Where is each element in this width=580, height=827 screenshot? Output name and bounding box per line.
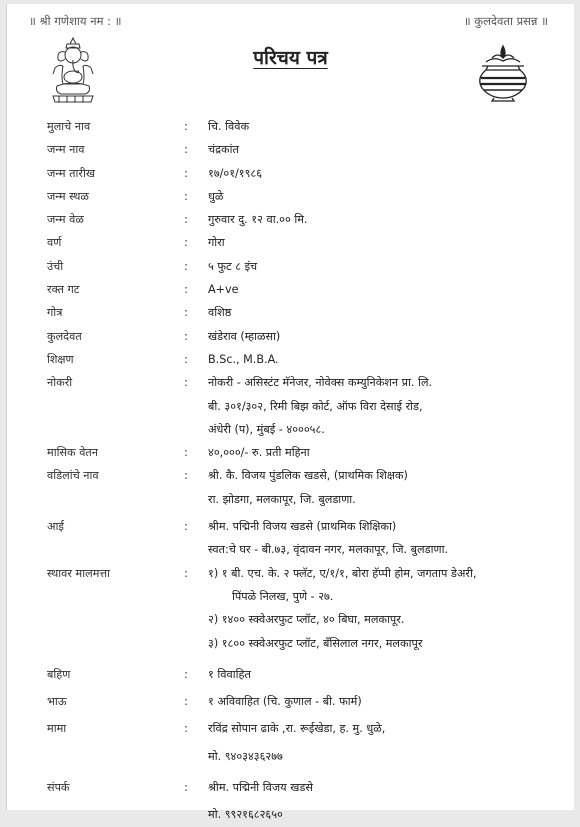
row-name	[7, 115, 574, 138]
row-contact	[7, 776, 574, 827]
separator: :	[184, 236, 188, 250]
complexion-label: वर्ण	[47, 236, 62, 250]
birth-time-label: जन्म वेळ	[47, 213, 84, 227]
brother-label: भाऊ	[47, 695, 67, 709]
separator: :	[184, 722, 188, 736]
row-kuldaivat	[7, 325, 574, 348]
row-mama	[7, 717, 574, 768]
row-father	[7, 464, 574, 511]
kuldaivat-value: खंडेराव (म्हाळसा)	[208, 329, 281, 343]
biodata-page	[6, 4, 574, 822]
height-value: ५ फुट ८ इंच	[208, 259, 258, 273]
salary-label: मासिक वेतन	[47, 446, 99, 460]
gotra-label: गोत्र	[47, 306, 63, 320]
row-birth-name	[7, 138, 574, 161]
separator: :	[184, 306, 188, 320]
separator: :	[184, 352, 188, 366]
job-line: नोकरी - असिस्टंट मॅनेजर, नोवेक्स कम्युनिकेशन प्रा. लि.	[208, 376, 433, 390]
birth-time-value: गुरुवार दु. १२ वा.०० मि.	[208, 213, 308, 227]
mama-label: मामा	[47, 722, 67, 736]
birth-place-value: धुळे	[208, 189, 224, 203]
father-line: श्री. कै. विजय पुंडलिक खडसे, (प्राथमिक शिक्षक)	[208, 469, 408, 483]
row-property	[7, 562, 574, 655]
mother-label: आई	[47, 520, 64, 534]
row-birth-place	[7, 185, 574, 208]
separator: :	[184, 566, 188, 580]
separator: :	[184, 166, 188, 180]
row-birth-date	[7, 162, 574, 185]
row-sister	[7, 663, 574, 686]
job-line: बी. ३०१/३०२, रिमी बिझ कोर्ट, ऑफ विरा देसाई रोड,	[208, 399, 423, 413]
property-line: ३) १८०० स्क्वेअरफुट प्लॉट, बॅंसिलाल नगर, मलकापूर	[208, 636, 423, 650]
brother-value: १ अविवाहित (चि. कुणाल - बी. फार्म)	[208, 695, 362, 709]
contact-line: मो. ९९२१६८२६५०	[208, 808, 283, 822]
mother-line: स्वत:चे घर - बी.७३, वृंदावन नगर, मलकापूर, जि. बुलडाणा.	[208, 543, 449, 557]
property-line: पिंपळे निलख, पुणे - २७.	[232, 589, 334, 603]
biodata-table	[7, 115, 574, 827]
mother-line: श्रीम. पद्मिनी विजय खडसे (प्राथमिक शिक्षिका)	[208, 520, 397, 534]
separator: :	[184, 446, 188, 460]
birth-date-value: १७/०१/१९८६	[208, 166, 263, 180]
separator: :	[184, 781, 188, 795]
sister-value: १ विवाहित	[208, 667, 251, 681]
row-job	[7, 371, 574, 441]
education-label: शिक्षण	[47, 352, 74, 366]
birth-place-label: जन्म स्थळ	[47, 189, 89, 203]
kuldaivat-label: कुलदेवत	[47, 329, 82, 343]
row-education	[7, 348, 574, 371]
birth-date-label: जन्म तारीख	[47, 166, 96, 180]
separator: :	[184, 213, 188, 227]
mama-line: मो. ९४०३४३६२७७	[208, 749, 283, 763]
row-salary	[7, 441, 574, 464]
name-label: मुलाचे नाव	[47, 120, 91, 133]
separator: :	[184, 143, 188, 157]
job-label: नोकरी	[47, 376, 73, 390]
separator: :	[184, 695, 188, 709]
row-height	[7, 255, 574, 278]
mama-line: रविंद्र सोपान ढाके ,रा. रूईखेडा, ह. मु. धुळे,	[208, 722, 386, 736]
separator: :	[184, 259, 188, 273]
separator: :	[184, 329, 188, 343]
separator: :	[184, 667, 188, 681]
father-label: वडिलांचे नाव	[47, 469, 99, 483]
ganesh-invocation: ॥ श्री गणेशाय नम : ॥	[29, 14, 122, 28]
kuldevata-invocation: ॥ कुलदेवता प्रसन्न ॥	[463, 14, 548, 28]
row-mother	[7, 515, 574, 562]
row-gotra	[7, 301, 574, 324]
birth-name-value: चंद्रकांत	[208, 143, 239, 157]
row-blood-group	[7, 278, 574, 301]
separator: :	[184, 520, 188, 534]
separator: :	[184, 283, 188, 297]
blood-group-label: रक्त गट	[47, 283, 80, 297]
page-title: परिचय पत्र	[253, 47, 328, 69]
birth-name-label: जन्म नाव	[47, 143, 85, 157]
row-brother	[7, 690, 574, 713]
gotra-value: वशिष्ठ	[208, 306, 232, 320]
property-line: १) १ बी. एच. के. २ फ्लॅट, ए/१/१, बोरा हॅप्पी होम, जगताप डेअरी,	[208, 566, 477, 580]
kalash-icon	[472, 44, 534, 102]
contact-line: श्रीम. पद्मिनी विजय खडसे	[208, 781, 313, 795]
separator: :	[184, 120, 188, 133]
property-line: २) १४०० स्क्वेअरफुट प्लॉट, ४० बिघा, मलकापूर.	[208, 613, 405, 627]
height-label: उंची	[47, 259, 64, 273]
row-birth-time	[7, 208, 574, 231]
complexion-value: गोरा	[208, 236, 225, 250]
job-line: अंधेरी (प), मुंबई - ४०००५८.	[208, 422, 325, 436]
separator: :	[184, 469, 188, 483]
sister-label: बहिण	[47, 667, 71, 681]
property-label: स्थावर मालमत्ता	[47, 566, 111, 580]
education-value: B.Sc., M.B.A.	[208, 352, 279, 366]
blood-group-value: A+ve	[208, 283, 239, 297]
row-complexion	[7, 231, 574, 254]
salary-value: ४०,०००/- रु. प्रती महिना	[208, 446, 310, 460]
father-line: रा. झोडगा, मलकापूर, जि. बुलडाणा.	[208, 492, 356, 506]
contact-label: संपर्क	[47, 781, 70, 795]
name-value: चि. विवेक	[208, 120, 250, 133]
separator: :	[184, 376, 188, 390]
separator: :	[184, 189, 188, 203]
